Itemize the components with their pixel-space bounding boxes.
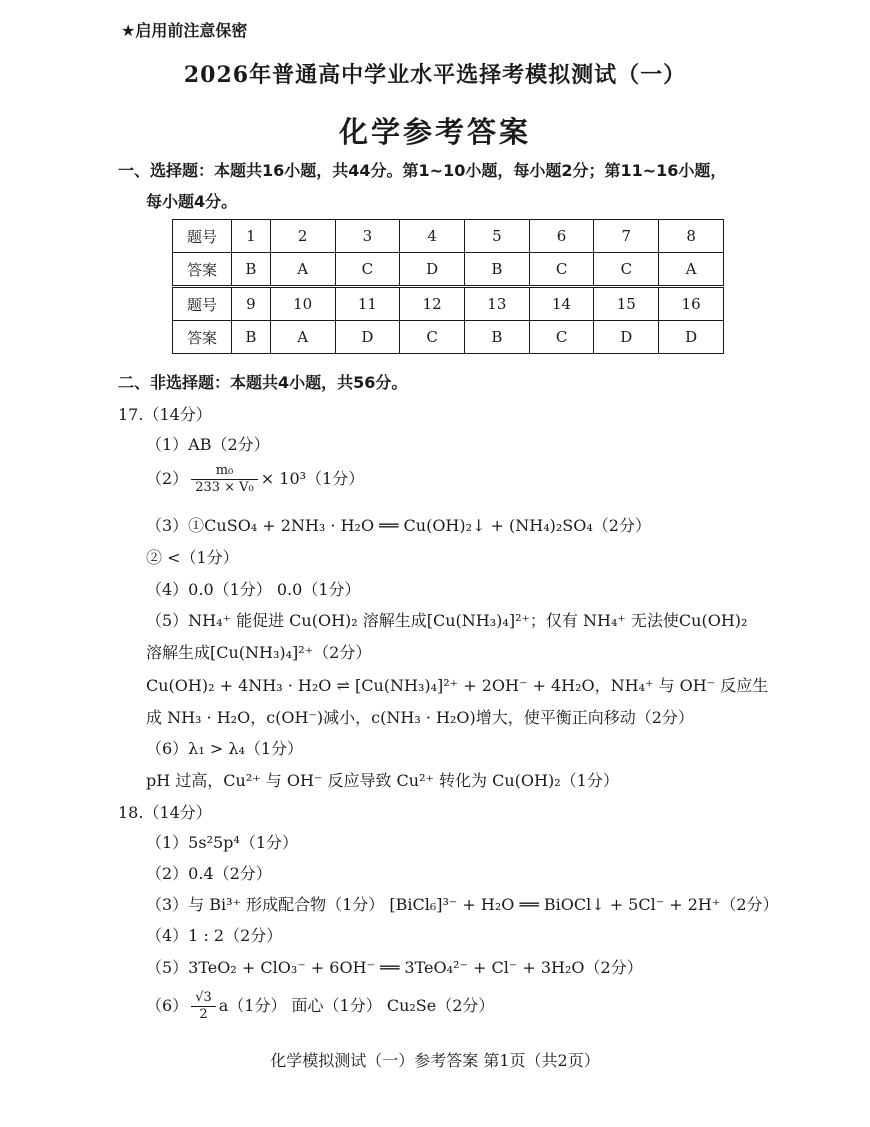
table-row-header: 题号 (173, 287, 232, 321)
q17-heading: 17.（14分） (118, 405, 212, 424)
answer-cell: C (594, 253, 659, 287)
q18-part6-prefix: （6） (146, 996, 189, 1015)
q18-part1: （1）5s²5p⁴（1分） (146, 833, 299, 852)
q17-part5-line4: 成 NH₃ · H₂O，c(OH⁻)减小，c(NH₃ · H₂O)增大，使平衡正向移动（2分） (146, 708, 694, 727)
table-row-header: 答案 (173, 321, 232, 354)
q17-part2 (146, 463, 364, 496)
question-number: 15 (594, 287, 659, 321)
answer-cell: B (464, 321, 529, 354)
answer-cell: A (270, 321, 335, 354)
q17-part6-line1: （6）λ₁ > λ₄（1分） (146, 739, 304, 758)
q18-heading: 18.（14分） (118, 803, 212, 822)
q17-part2-suffix: × 10³（1分） (260, 469, 365, 488)
table-row (173, 321, 724, 354)
q18-part3: （3）与 Bi³⁺ 形成配合物（1分） [BiCl₆]³⁻ + H₂O ══ BiOCl↓ + 5Cl⁻ + 2H⁺（2分） (146, 895, 779, 914)
page-footer: 化学模拟测试（一）参考答案 第1页（共2页） (270, 1051, 600, 1070)
q17-part4: （4）0.0（1分） 0.0（1分） (146, 580, 361, 599)
question-number: 8 (659, 220, 724, 253)
q17-part3: （3）①CuSO₄ + 2NH₃ · H₂O ══ Cu(OH)₂↓ + (NH₄)₂SO₄（2分） (146, 516, 651, 535)
q17-part5-line1: （5）NH₄⁺ 能促进 Cu(OH)₂ 溶解生成[Cu(NH₃)₄]²⁺；仅有 NH₄⁺ 无法使Cu(OH)₂ (146, 611, 748, 630)
table-row (173, 287, 724, 321)
question-number: 1 (232, 220, 271, 253)
fraction-numerator: m₀ (191, 463, 258, 480)
question-number: 7 (594, 220, 659, 253)
question-number: 5 (464, 220, 529, 253)
answer-cell: D (659, 321, 724, 354)
answer-cell: A (659, 253, 724, 287)
table-row (173, 220, 724, 253)
answer-cell: B (464, 253, 529, 287)
answer-cell: C (400, 321, 465, 354)
table-row (173, 253, 724, 287)
question-number: 6 (529, 220, 594, 253)
answer-cell: C (335, 253, 400, 287)
table-row-header: 题号 (173, 220, 232, 253)
table-row-header: 答案 (173, 253, 232, 287)
question-number: 16 (659, 287, 724, 321)
question-number: 2 (270, 220, 335, 253)
section1-heading-cont: 每小题4分。 (146, 192, 238, 211)
fraction-denominator: 2 (199, 1007, 208, 1022)
answer-cell: D (335, 321, 400, 354)
q17-part5-line2: 溶解生成[Cu(NH₃)₄]²⁺（2分） (146, 643, 372, 662)
question-number: 12 (400, 287, 465, 321)
q18-part6 (146, 990, 494, 1023)
page-title: 化学参考答案 (338, 115, 531, 149)
answer-cell: D (400, 253, 465, 287)
section1-heading: 一、选择题：本题共16小题，共44分。第1~10小题，每小题2分；第11~16小题， (118, 161, 727, 180)
exam-title: 2026年普通高中学业水平选择考模拟测试（一） (183, 62, 687, 88)
answer-cell: B (232, 253, 271, 287)
q18-part5: （5）3TeO₂ + ClO₃⁻ + 6OH⁻ ══ 3TeO₄²⁻ + Cl⁻ + 3H₂O（2分） (146, 958, 643, 977)
q18-part2: （2）0.4（2分） (146, 864, 272, 883)
confidential-notice: ★启用前注意保密 (121, 21, 248, 40)
fraction (191, 990, 216, 1023)
fraction (191, 463, 258, 496)
question-number: 9 (232, 287, 271, 321)
question-number: 3 (335, 220, 400, 253)
question-number: 13 (464, 287, 529, 321)
question-number: 14 (529, 287, 594, 321)
section2-heading: 二、非选择题：本题共4小题，共56分。 (118, 373, 408, 392)
question-number: 10 (270, 287, 335, 321)
q17-part2-prefix: （2） (146, 469, 189, 488)
answer-cell: C (529, 253, 594, 287)
fraction-numerator: √3 (191, 990, 216, 1007)
q18-part4: （4）1 : 2（2分） (146, 926, 283, 945)
answer-cell: C (529, 321, 594, 354)
answer-table (172, 219, 724, 354)
q17-part1: （1）AB（2分） (146, 435, 270, 454)
question-number: 11 (335, 287, 400, 321)
answer-cell: A (270, 253, 335, 287)
q17-part6-line2: pH 过高，Cu²⁺ 与 OH⁻ 反应导致 Cu²⁺ 转化为 Cu(OH)₂（1分） (146, 771, 619, 790)
answer-cell: D (594, 321, 659, 354)
q17-part5-line3: Cu(OH)₂ + 4NH₃ · H₂O ⇌ [Cu(NH₃)₄]²⁺ + 2OH⁻ + 4H₂O，NH₄⁺ 与 OH⁻ 反应生 (146, 676, 769, 695)
q17-part3b: ② <（1分） (146, 548, 239, 567)
question-number: 4 (400, 220, 465, 253)
answer-cell: B (232, 321, 271, 354)
q18-part6-suffix: a（1分） 面心（1分） Cu₂Se（2分） (218, 996, 495, 1015)
fraction-denominator: 233 × V₀ (195, 480, 254, 495)
